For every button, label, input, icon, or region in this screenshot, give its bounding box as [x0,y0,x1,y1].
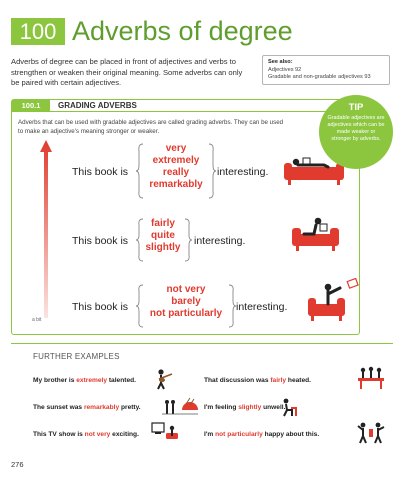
tip-bubble [319,95,393,169]
example-sentence: That discussion was fairly heated. [204,377,312,384]
adverb: quite [151,230,175,241]
adverb: really [162,167,190,178]
sentence-stem: This book is [72,235,129,247]
see-also-box [262,55,390,85]
example-sentence: My brother is extremely talented. [33,377,136,384]
section-header [12,100,347,112]
sentence-stem: This book is [72,301,129,313]
adverb-list [140,284,232,320]
right-brace-icon [228,284,236,328]
unit-number-badge: 100 [11,18,65,45]
see-also-link[interactable]: Gradable and non-gradable adjectives 93 [268,74,371,81]
adjective: interesting. [236,301,288,313]
right-brace-icon [184,218,192,262]
adverb: slightly [145,242,181,253]
section-description: Adverbs that can be used with gradable adjectives are called grading adverbs. They can be used to make an adjective's meaning stronger or weaker. [18,119,284,135]
adverb: fairly [151,218,175,229]
intensity-arrow-icon [39,140,53,318]
adjective: interesting. [217,166,269,178]
right-brace-icon [208,143,216,199]
see-also-heading: See also: [268,59,293,65]
adverb-list [140,218,186,254]
section-number: 100.1 [12,100,50,112]
sick-person-icon [280,397,298,417]
example-sentence: This TV show is not very exciting. [33,431,139,438]
tv-watching-icon [150,419,180,443]
reading-in-armchair-icon [292,216,344,252]
further-examples-heading: FURTHER EXAMPLES [33,352,120,361]
arguing-people-icon [356,421,386,445]
example-sentence: I'm not particularly happy about this. [204,431,320,438]
adverb: not very [166,284,206,295]
guitar-player-icon [153,368,175,390]
adverb: extremely [152,155,200,166]
page-title: Adverbs of degree [72,16,293,46]
example-sentence: The sunset was remarkably pretty. [33,404,141,411]
adverb: barely [171,296,201,307]
adverb-list [142,143,210,191]
intro-text: Adverbs of degree can be placed in front of adjectives and verbs to strengthen or weaken their original meaning. Some adverbs can only be paired with certain adjectives. [11,57,243,87]
scale-low-label: a bit [32,317,42,323]
see-also-link[interactable]: Adjectives 92 [268,66,302,73]
meeting-table-icon [356,366,386,390]
adverb: remarkably [149,179,203,190]
adverb: very [165,143,187,154]
throwing-book-icon [308,278,360,324]
tip-text: Gradable adjectives are adjectives which can be made weaker or stronger by adverbs. [327,115,385,142]
example-sentence: I'm feeling slightly unwell. [204,404,286,411]
adjective: interesting. [194,235,246,247]
section-title: GRADING ADVERBS [58,101,137,110]
sentence-stem: This book is [72,166,129,178]
adverb: not particularly [149,308,223,319]
tip-title: TIP [348,102,364,113]
page-number: 276 [11,460,24,469]
sunset-couple-icon [162,396,198,416]
